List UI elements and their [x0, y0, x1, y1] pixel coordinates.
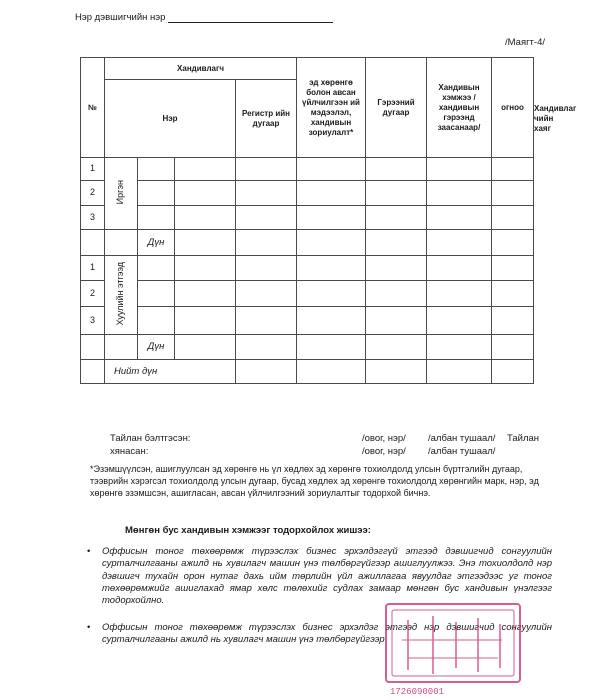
- received-position: /албан тушаал/: [428, 446, 496, 457]
- report-word: Тайлан: [507, 433, 540, 444]
- col-reg-header: Регистр ийн дугаар: [236, 80, 297, 158]
- stamp-serial: 1726090001: [390, 687, 445, 697]
- example-bullet-1: [87, 546, 552, 607]
- col-contract-header: Гэрээний дугаар: [366, 58, 427, 158]
- col-no-header: №: [81, 58, 105, 158]
- col-amount-header: Хандивын хэмжээ /хандивын гэрээнд заасанаар/: [427, 58, 492, 158]
- table-row: [81, 307, 534, 335]
- prepared-fields: /овог, нэр/: [362, 433, 406, 444]
- table-row: [81, 206, 534, 230]
- row-number: 3: [81, 307, 105, 335]
- table-row: [81, 281, 534, 307]
- table-row: [81, 158, 534, 181]
- row-number: 3: [81, 206, 105, 230]
- table-row: [81, 256, 534, 281]
- grand-total-row: [81, 360, 534, 384]
- applicant-label: Нэр дэвшигчийн нэр: [75, 12, 166, 23]
- row-number: 1: [81, 158, 105, 181]
- subtotal-label: Дүн: [138, 230, 175, 256]
- row-number: 2: [81, 281, 105, 307]
- received-label: хянасан:: [110, 446, 149, 457]
- applicant-blank: [168, 13, 333, 23]
- citizen-group-label: Иргэн: [105, 158, 138, 230]
- entity-subtotal-row: [81, 335, 534, 360]
- bullet-icon: •: [87, 622, 91, 633]
- row-number: 2: [81, 181, 105, 206]
- col-name-header: Нэр: [105, 80, 236, 158]
- subtotal-label: Дүн: [138, 335, 175, 360]
- example-text-1: Оффисын тоног төхөөрөмж түрээслэх бизнес эрхэлдэггүй этгээд дэвшигчид сонгуулийн сурталчилгааны ажилд нь хувилагч машин үнэ төлбөргүйгээр ашиглуулжээ. Энэ тохиолдолд нэр дэвшигч тухайн орон нутаг дахь ийм төрлийн үйл ажиллагаа явуулдаг этгээдээс уг тоног төхөөрөмжийг ашиглахад ямар хөлс төлөхийг судлах замаар мөнгөн бус хандивын үнэлгээг тодорхойлно.: [102, 546, 552, 607]
- entity-group-label: Хуулийн этгээд: [105, 256, 138, 335]
- example-text-2: Оффисын тоног төхөөрөмж түрээслэх бизнес эрхэлдэг этгээд нэр дэвшигчид сонгуулийн сурталчилгааны ажилд нь хувилагч машин үнэ төлбөргүйгээр: [102, 622, 552, 646]
- prepared-label: Тайлан бэлтгэсэн:: [110, 433, 191, 444]
- received-fields: /овог, нэр/: [362, 446, 406, 457]
- applicant-name-line: [75, 12, 333, 23]
- col-date-header: огноо: [492, 58, 534, 158]
- col-purpose-header: эд хөрөнгө болон авсан үйлчилгээн ий мэдээлэл, хандивын зориулалт*: [297, 58, 366, 158]
- annex-label: /Маягт-4/: [505, 37, 545, 48]
- examples-heading: Мөнгөн бус хандивын хэмжээг тодорхойлох жишээ:: [125, 525, 371, 536]
- stamp-frame: [386, 604, 520, 682]
- donation-table: № Хандивлагч эд хөрөнгө болон авсан үйлчилгээн ий мэдээлэл, хандивын зориулалт* Гэрээний дугаар Хандивын хэмжээ /хандивын гэрээнд заасанаар/ огноо Нэр Регистр ийн дугаар Хандивлаг чийн хаяг 1 Иргэн 2 3 Дүн 1 Хуулийн этгээд 2 3 Дүн Нийт дүн: [80, 57, 534, 384]
- prepared-position: /албан тушаал/: [428, 433, 496, 444]
- citizen-subtotal-row: [81, 230, 534, 256]
- row-number: 1: [81, 256, 105, 281]
- official-stamp: [378, 600, 526, 700]
- bullet-icon: •: [87, 546, 91, 557]
- table-row: [81, 181, 534, 206]
- total-label: Нийт дүн: [105, 360, 236, 384]
- col-donor-header: Хандивлагч: [105, 58, 297, 80]
- footnote: *Эзэмшүүлсэн, ашиглуулсан эд хөрөнгө нь үл хөдлөх эд хөрөнгө тохиолдолд улсын бүртгэлийн дугаар, тээврийн хэрэгсэл тохиолдолд улсын дугаар, бусад хөдлөх эд хөрөнгө тохиолдолд хөрөнгийн марк, нэр, эд хөрөнгө эзэмшсэн, ашигласан, авсан үйлчилгээний зориулалтыг тодорхой бичнэ.: [90, 464, 539, 498]
